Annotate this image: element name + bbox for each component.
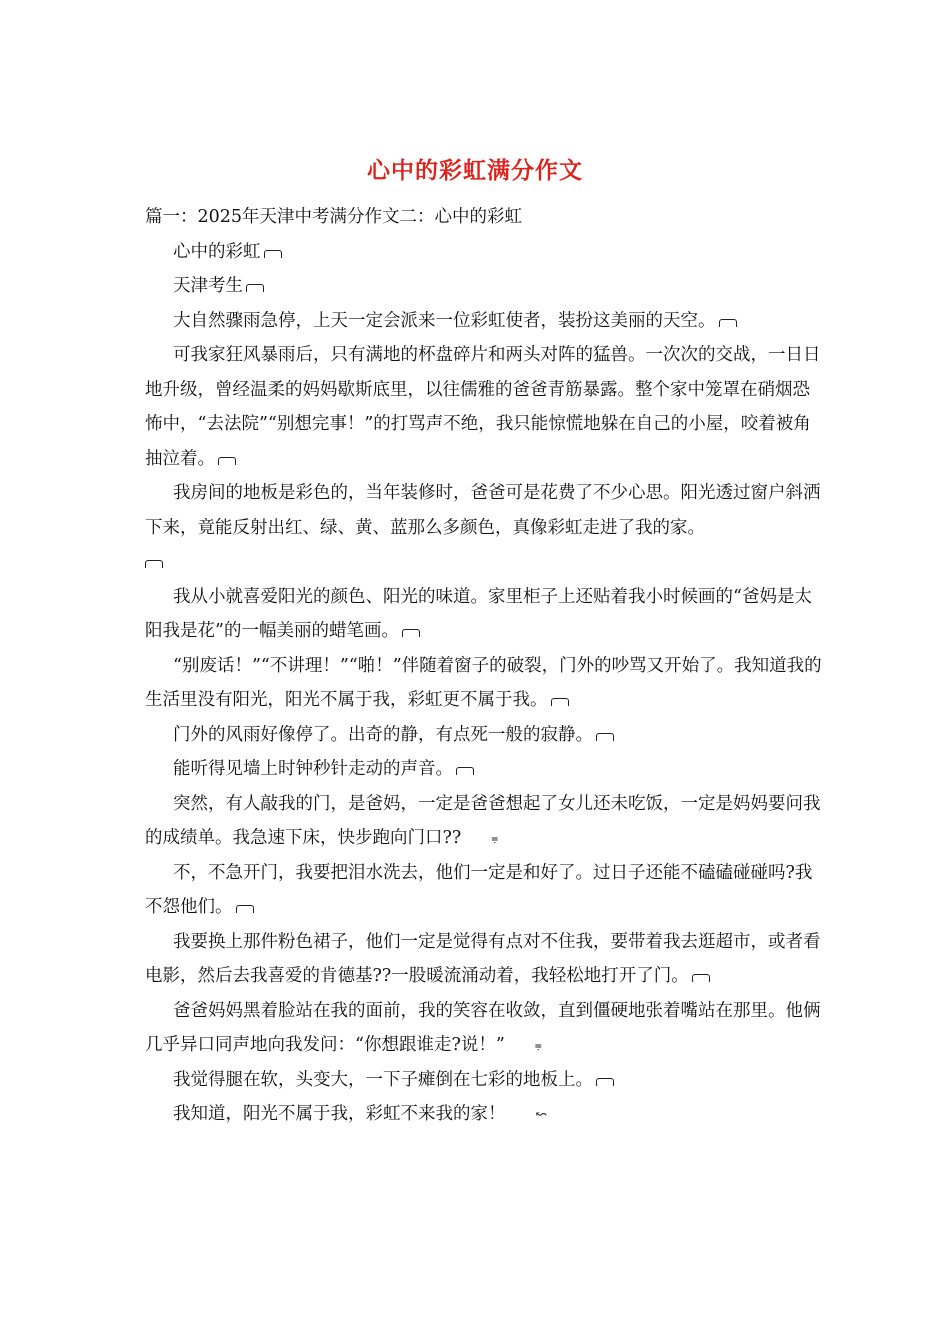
- paragraph: [145, 476, 825, 580]
- paragraph-text: 我从小就喜爱阳光的颜色、阳光的味道。家里柜子上还贴着我小时候画的“爸妈是太阳我是花”的一幅美丽的蜡笔画。: [145, 586, 812, 641]
- paragraph-mark-icon: [551, 698, 569, 706]
- paragraph-text: 突然，有人敲我的门，是爸妈，一定是爸爸想起了女儿还未吃饭，一定是妈妈要问我的成绩单。我急速下床，快步跑向门口??: [145, 793, 821, 848]
- paragraph: [145, 304, 825, 339]
- paragraph: [145, 752, 825, 787]
- paragraph-text: 不，不急开门，我要把泪水洗去，他们一定是和好了。过日子还能不磕磕碰碰吗?我不怨他们。: [145, 862, 813, 917]
- paragraph-text: 我知道，阳光不属于我，彩虹不来我的家！: [173, 1104, 506, 1124]
- paragraph: [145, 787, 825, 856]
- paragraph: [145, 718, 825, 753]
- paragraph-mark-icon: [596, 1078, 614, 1086]
- paragraph-text: 篇一：2025年天津中考满分作文二：心中的彩虹: [145, 207, 523, 227]
- paragraph: [145, 1097, 825, 1133]
- paragraph-mark-icon: [719, 319, 737, 327]
- paragraph-text: 大自然骤雨急停，上天一定会派来一位彩虹使者，装扮这美丽的天空。: [173, 310, 716, 331]
- paragraph-text: 我房间的地板是彩色的，当年装修时，爸爸可是花费了不少心思。阳光透过窗户斜洒下来，竟能反射出红、绿、黄、蓝那么多颜色，真像彩虹走进了我的家。: [145, 483, 821, 538]
- document-title: 心中的彩虹满分作文: [367, 157, 583, 184]
- paragraph-text: 心中的彩虹: [173, 241, 261, 262]
- paragraph-mark-icon: [218, 457, 236, 465]
- paragraph: [145, 649, 825, 718]
- paragraph: [145, 994, 825, 1063]
- paragraph-text: 门外的风雨好像停了。出奇的静，有点死一般的寂静。: [173, 724, 593, 745]
- paragraph-text: 爸爸妈妈黑着脸站在我的面前，我的笑容在收敛，直到僵硬地张着嘴站在那里。他俩几乎异口同声地向我发问：“你想跟谁走?说！”: [145, 1000, 821, 1055]
- paragraph-text: “别废话！”“不讲理！”“啪！”伴随着窗子的破裂，门外的吵骂又开始了。我知道我的生活里没有阳光，阳光不属于我，彩虹更不属于我。: [145, 655, 822, 710]
- paragraph-mark-icon: [456, 767, 474, 775]
- paragraph-mark-icon: [596, 733, 614, 741]
- paragraph: [145, 856, 825, 925]
- paragraph-text: 可我家狂风暴雨后，只有满地的杯盘碎片和两头对阵的猛兽。一次次的交战，一日日地升级，曾经温柔的妈妈歇斯底里，以往儒雅的爸爸青筋暴露。整个家中笼罩在硝烟恐怖中，“去法院”“别想完事！”的打骂声不绝，我只能惊慌地躲在自己的小屋，咬着被角抽泣着。: [145, 345, 821, 469]
- end-of-document-mark-icon: ↜: [535, 1107, 548, 1123]
- paragraph-mark-icon: [264, 250, 282, 258]
- paragraph: [145, 580, 825, 649]
- document-body: [145, 200, 825, 1133]
- paragraph-text: 我要换上那件粉色裙子，他们一定是觉得有点对不住我，要带着我去逛超市，或者看电影，然后去我喜爱的肯德基??一股暖流涌动着，我轻松地打开了门。: [145, 931, 821, 986]
- paragraph-mark-icon: [246, 284, 264, 292]
- paragraph-mark-icon: [236, 905, 254, 913]
- paragraph-mark-icon: [145, 560, 163, 568]
- paragraph-text: 天津考生: [173, 276, 243, 296]
- paragraph-heading: [145, 200, 825, 235]
- paragraph-text: 我觉得腿在软，头变大，一下子瘫倒在七彩的地板上。: [173, 1069, 593, 1090]
- line-break-mark-icon: ⩦: [491, 831, 499, 845]
- paragraph-essay-title: [145, 235, 825, 270]
- paragraph-author: [145, 269, 825, 304]
- paragraph-text: 能听得见墙上时钟秒针走动的声音。: [173, 759, 453, 779]
- paragraph-mark-icon: [692, 974, 710, 982]
- paragraph-mark-icon: [402, 629, 420, 637]
- paragraph: [145, 1063, 825, 1098]
- paragraph: [145, 925, 825, 994]
- line-break-mark-icon: ⩦: [534, 1038, 542, 1052]
- paragraph: [145, 338, 825, 476]
